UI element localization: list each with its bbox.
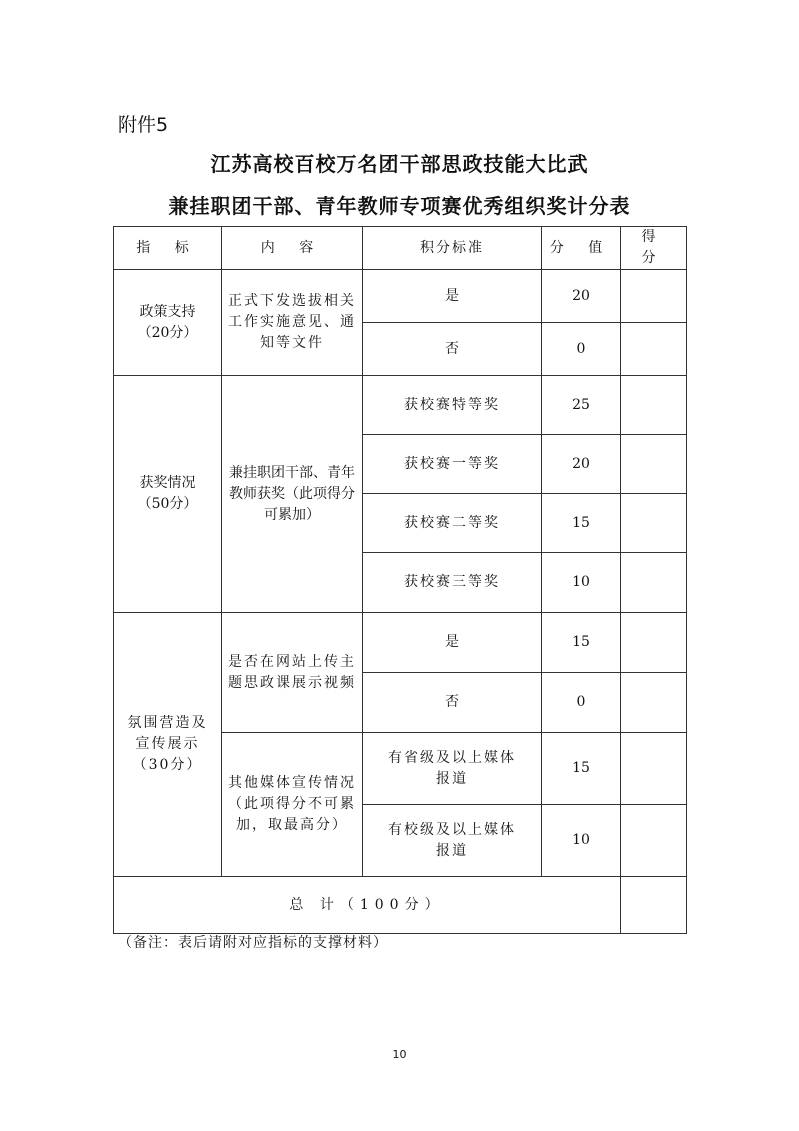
points-cell: 15: [542, 494, 621, 553]
header-content: 内 容: [222, 227, 363, 270]
header-indicator: 指 标: [114, 227, 222, 270]
score-input-cell[interactable]: [621, 270, 687, 323]
score-input-cell[interactable]: [621, 553, 687, 613]
points-cell: 0: [542, 323, 621, 376]
table-row: [114, 270, 687, 323]
points-cell: 15: [542, 733, 621, 805]
points-cell: 20: [542, 270, 621, 323]
content-cell: 兼挂职团干部、青年教师获奖（此项得分可累加）: [222, 376, 363, 613]
criteria-cell: 否: [363, 673, 542, 733]
points-cell: 10: [542, 553, 621, 613]
criteria-cell: 有校级及以上媒体报道: [363, 805, 542, 877]
content-cell: 是否在网站上传主题思政课展示视频: [222, 613, 363, 733]
header-criteria: 积分标准: [363, 227, 542, 270]
score-input-cell[interactable]: [621, 805, 687, 877]
header-points: 分 值: [542, 227, 621, 270]
total-score-input-cell[interactable]: [621, 877, 687, 934]
content-cell: 正式下发选拔相关工作实施意见、通知等文件: [222, 270, 363, 376]
page-number: 10: [392, 1048, 407, 1061]
points-cell: 0: [542, 673, 621, 733]
score-input-cell[interactable]: [621, 494, 687, 553]
criteria-cell: 获校赛二等奖: [363, 494, 542, 553]
indicator-weight: （20分）: [137, 324, 198, 341]
score-input-cell[interactable]: [621, 376, 687, 435]
score-table: [113, 226, 687, 934]
score-input-cell[interactable]: [621, 323, 687, 376]
criteria-cell: 是: [363, 270, 542, 323]
indicator-cell: [114, 376, 222, 613]
table-header-row: [114, 227, 687, 270]
attachment-label: 附件5: [118, 114, 169, 136]
criteria-cell: 否: [363, 323, 542, 376]
total-row: [114, 877, 687, 934]
criteria-cell: 获校赛一等奖: [363, 435, 542, 494]
score-input-cell[interactable]: [621, 435, 687, 494]
table-row: [114, 376, 687, 435]
indicator-cell: [114, 270, 222, 376]
criteria-cell: 是: [363, 613, 542, 673]
indicator-cell: [114, 613, 222, 877]
score-input-cell[interactable]: [621, 613, 687, 673]
points-cell: 10: [542, 805, 621, 877]
document-title-line1: 江苏高校百校万名团干部思政技能大比武: [210, 152, 589, 176]
total-label: 总 计（100分）: [114, 877, 621, 934]
footnote: （备注：表后请附对应指标的支撑材料）: [118, 935, 388, 951]
document-title-line2: 兼挂职团干部、青年教师专项赛优秀组织奖计分表: [168, 194, 631, 218]
points-cell: 25: [542, 376, 621, 435]
score-input-cell[interactable]: [621, 733, 687, 805]
header-score: 得 分: [621, 227, 687, 270]
score-input-cell[interactable]: [621, 673, 687, 733]
criteria-cell: 获校赛三等奖: [363, 553, 542, 613]
indicator-weight: （50分）: [137, 496, 198, 512]
indicator-name: 政策支持: [139, 303, 196, 320]
criteria-cell: 有省级及以上媒体报道: [363, 733, 542, 805]
indicator-name: 获奖情况: [139, 475, 196, 491]
points-cell: 20: [542, 435, 621, 494]
indicator-name: 氛围营造及宣传展示: [127, 715, 208, 752]
indicator-weight: （30分）: [132, 757, 203, 773]
criteria-cell: 获校赛特等奖: [363, 376, 542, 435]
table-row: [114, 613, 687, 673]
content-cell: 其他媒体宣传情况（此项得分不可累加，取最高分）: [222, 733, 363, 877]
points-cell: 15: [542, 613, 621, 673]
